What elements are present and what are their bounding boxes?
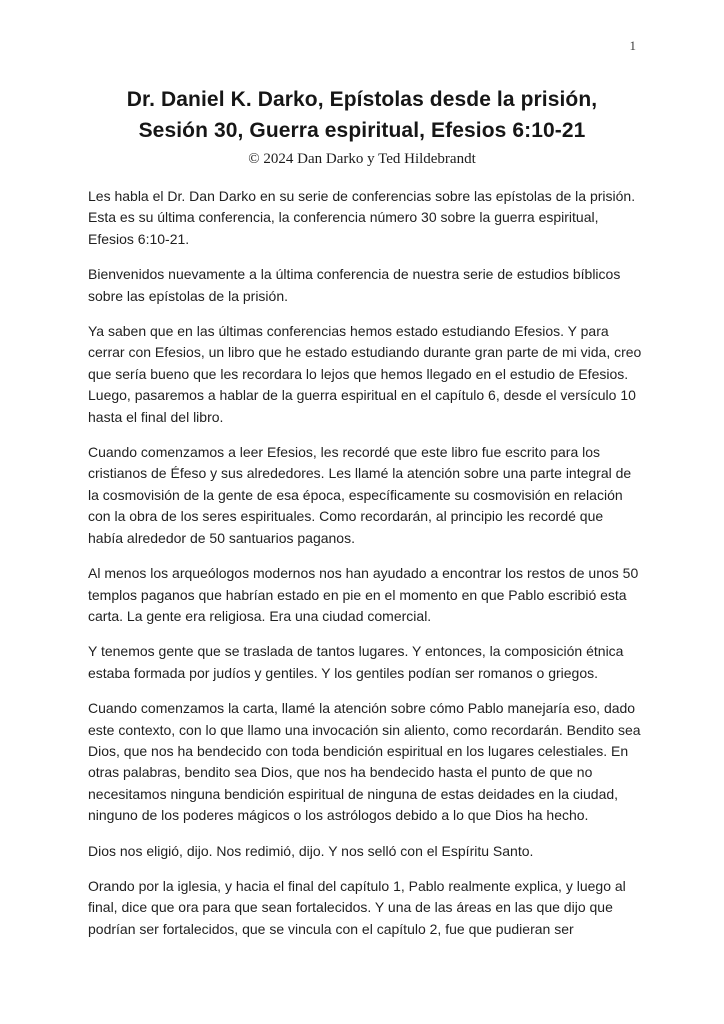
paragraph: Cuando comenzamos la carta, llamé la atención sobre cómo Pablo manejaría eso, dado este contexto, con lo que llamo una invocación sin aliento, como recordarán. Bendito sea Dios, que nos ha bendecido con toda bendición espiritual en los lugares celestiales. En otras palabras, bendito sea Dios, que nos ha bendecido hasta el punto de que no necesitamos ninguna bendición espiritual de ninguna de estas deidades en la ciudad, ninguno de los poderes mágicos o los astrólogos debido a lo que Dios ha hecho.	[88, 700, 641, 824]
copyright-line: © 2024 Dan Darko y Ted Hildebrandt	[248, 151, 476, 167]
paragraph: Cuando comenzamos a leer Efesios, les recordé que este libro fue escrito para los cristianos de Éfeso y sus alrededores. Les llamé la atención sobre una parte integral de la cosmovisión de la gente de esa época, específicamente su cosmovisión en relación con la obra de los seres espirituales. Como recordarán, al principio les recordé que había alrededor de 50 santuarios paganos.	[88, 444, 632, 546]
paragraph: Ya saben que en las últimas conferencias hemos estado estudiando Efesios. Y para cerrar con Efesios, un libro que he estado estudiando durante gran parte de mi vida, creo que sería bueno que les recordara lo lejos que hemos llegado en el estudio de Efesios. Luego, pasaremos a hablar de la guerra espiritual en el capítulo 6, desde el versículo 10 hasta el final del libro.	[88, 323, 642, 425]
paragraph: Dios nos eligió, dijo. Nos redimió, dijo. Y nos selló con el Espíritu Santo.	[88, 842, 534, 859]
title-line-1: Dr. Daniel K. Darko, Epístolas desde la prisión,	[126, 88, 598, 111]
paragraph: Bienvenidos nuevamente a la última conferencia de nuestra serie de estudios bíblicos sobre las epístolas de la prisión.	[88, 266, 621, 304]
paragraph: Y tenemos gente que se traslada de tantos lugares. Y entonces, la composición étnica estaba formada por judíos y gentiles. Y los gentiles podían ser romanos o griegos.	[88, 643, 624, 681]
paragraph: Orando por la iglesia, y hacia el final del capítulo 1, Pablo realmente explica, y luego al final, dice que ora para que sean fortalecidos. Y una de las áreas en las que dijo que podrían ser fortalecidos, que se vincula con el capítulo 2, fue que pudieran ser	[88, 877, 626, 937]
paragraph: Al menos los arqueólogos modernos nos han ayudado a encontrar los restos de unos 50 templos paganos que habrían estado en pie en el momento en que Pablo escribió esta carta. La gente era religiosa. Era una ciudad comercial.	[88, 565, 639, 624]
body-paragraphs	[0, 186, 724, 940]
document-title	[0, 0, 724, 146]
title-line-2: Sesión 30, Guerra espiritual, Efesios 6:10-21	[138, 119, 586, 142]
page-number: 1	[629, 38, 636, 53]
paragraph: Les habla el Dr. Dan Darko en su serie de conferencias sobre las epístolas de la prisión. Esta es su última conferencia, la conferencia número 30 sobre la guerra espiritual, Efesios 6:10-21.	[88, 188, 636, 247]
